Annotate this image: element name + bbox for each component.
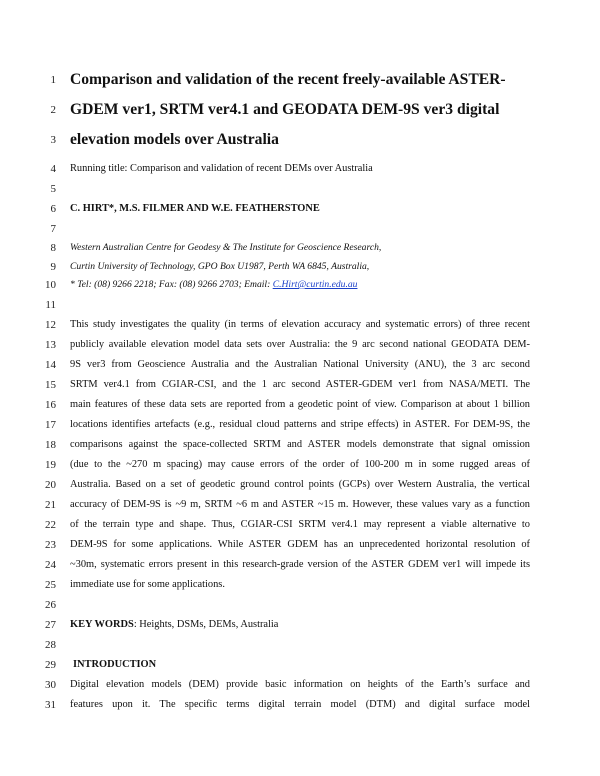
abstract-line: This study investigates the quality (in terms of elevation accuracy and systematic errors) of three recent [70,319,530,330]
contact-info: * Tel: (08) 9266 2218; Fax: (08) 9266 2703; Email: [70,279,273,290]
line-number: 24 [45,559,56,571]
abstract-line: accuracy of DEM-9S is ~9 m, SRTM ~6 m and ASTER ~15 m. However, these values vary as a function [70,499,530,510]
line-number: 31 [45,699,56,711]
keywords-label: KEY WORDS [70,619,134,630]
abstract-line: Australia. Based on a set of geodetic ground control points (GCPs) over Western Australia, the vertical [70,479,530,490]
line-number: 6 [50,203,56,215]
running-title: Running title: Comparison and validation of recent DEMs over Australia [70,163,373,174]
line-number: 3 [50,134,56,146]
authors: C. HIRT*, M.S. FILMER AND W.E. FEATHERSTONE [70,203,320,214]
line-number: 28 [45,639,56,651]
line-number: 11 [45,299,56,311]
abstract-line: immediate use for some applications. [70,579,225,590]
line-number: 27 [45,619,56,631]
line-number: 1 [50,74,56,86]
line-number: 25 [45,579,56,591]
body-text-line: Digital elevation models (DEM) provide basic information on heights of the Earth’s surface and [70,679,530,690]
line-number: 17 [45,419,56,431]
line-number: 13 [45,339,56,351]
line-number: 8 [50,242,56,254]
abstract-line: SRTM ver4.1 from CGIAR-CSI, and the 1 arc second ASTER-GDEM ver1 from NASA/METI. The [70,379,530,390]
line-number: 4 [50,163,56,175]
line-number: 20 [45,479,56,491]
keywords-line [70,617,278,633]
abstract-line: DEM-9S for some applications. While ASTER GDEM has an unprecedented horizontal resolution of [70,539,530,550]
abstract-line: of the terrain type and shape. Thus, CGIAR-CSI SRTM ver4.1 may represent a viable alternative to [70,519,530,530]
line-number: 9 [50,261,56,273]
body-text-line: features upon it. The specific terms digital terrain model (DTM) and digital surface model [70,699,530,710]
email-link[interactable]: C.Hirt@curtin.edu.au [272,279,358,290]
line-number: 5 [50,183,56,195]
line-number: 21 [45,499,56,511]
section-heading-introduction: INTRODUCTION [73,659,157,670]
line-number: 23 [45,539,56,551]
keywords-text: : Heights, DSMs, DEMs, Australia [133,619,279,630]
line-number: 10 [45,279,56,291]
affiliation-line: Western Australian Centre for Geodesy & The Institute for Geoscience Research, [70,242,382,253]
line-number: 16 [45,399,56,411]
paper-title-line: elevation models over Australia [70,131,279,148]
line-number: 18 [45,439,56,451]
line-number: 7 [50,223,56,235]
line-number: 2 [50,104,56,116]
line-number: 26 [45,599,56,611]
paper-title-line: Comparison and validation of the recent freely-available ASTER- [70,71,506,88]
abstract-line: publicly available elevation model data sets over Australia: the 9 arc second national GEODATA DEM- [70,339,530,350]
abstract-line: locations identifies artefacts (e.g., residual cloud patterns and stripe effects) in ASTER. For DEM-9S, the [70,419,530,430]
line-number: 15 [45,379,56,391]
line-number: 29 [45,659,56,671]
abstract-line: main features of these data sets are reported from a geodetic point of view. Comparison at about 1 billion [70,399,530,410]
affiliation-line: Curtin University of Technology, GPO Box U1987, Perth WA 6845, Australia, [70,261,370,272]
contact-line [70,277,357,293]
line-number: 30 [45,679,56,691]
line-number: 19 [45,459,56,471]
line-number: 22 [45,519,56,531]
abstract-line: comparisons against the space-collected SRTM and ASTER models demonstrate that signal omission [70,439,530,450]
paper-title-line: GDEM ver1, SRTM ver4.1 and GEODATA DEM-9S ver3 digital [70,101,500,118]
line-number: 14 [45,359,56,371]
abstract-line: ~30m, systematic errors present in this research-grade version of the ASTER GDEM ver1 will impede its [70,559,530,570]
abstract-line: 9S ver3 from Geoscience Australia and the Australian National University (ANU), the 3 arc second [70,359,530,370]
line-number: 12 [45,319,56,331]
abstract-line: (due to the ~270 m spacing) may cause errors of the order of 100-200 m in some rugged areas of [70,459,530,470]
